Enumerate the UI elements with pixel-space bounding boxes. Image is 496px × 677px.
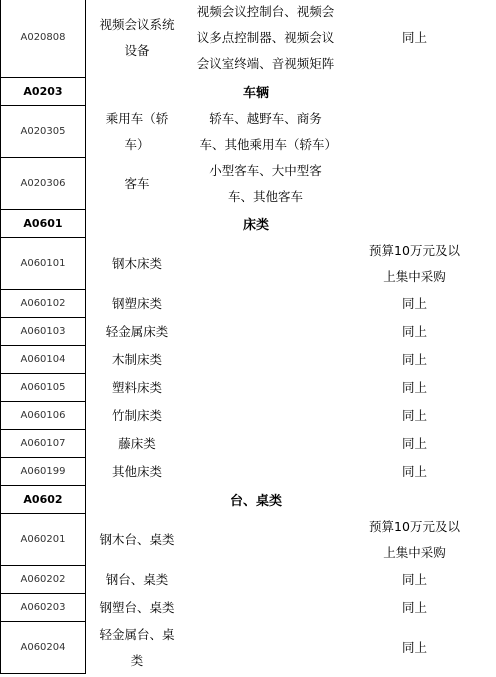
item-name (86, 430, 189, 458)
item-code: A060103 (1, 318, 86, 346)
table-row (1, 106, 487, 158)
item-name (86, 374, 189, 402)
table-row (1, 158, 487, 210)
item-name (86, 290, 189, 318)
item-name-text: 钢台、桌类 (105, 571, 169, 587)
table-row (1, 318, 487, 346)
item-note-text: 同上 (401, 323, 427, 339)
item-note (343, 594, 486, 622)
item-name (86, 458, 189, 486)
item-code: A060102 (1, 290, 86, 318)
item-note-text: 同上 (401, 295, 427, 311)
item-note-text: 同上 (401, 351, 427, 367)
item-note (343, 0, 486, 78)
item-name-text: 塑料床类 (111, 379, 162, 395)
item-code: A0602 (1, 486, 86, 514)
item-name-text: 钢塑床类 (111, 295, 162, 311)
item-name-text: 藤床类 (118, 435, 156, 451)
table-row (1, 346, 487, 374)
item-note (343, 622, 486, 674)
item-note (343, 514, 486, 566)
item-description (188, 106, 343, 158)
item-note (343, 402, 486, 430)
item-description (188, 290, 343, 318)
table-row (1, 458, 487, 486)
item-description (188, 158, 343, 210)
item-code: A020808 (1, 0, 86, 78)
table-row (1, 238, 487, 290)
item-name (86, 158, 189, 210)
item-name (86, 106, 189, 158)
item-note (343, 106, 486, 158)
category-row (1, 210, 487, 238)
item-name (86, 318, 189, 346)
item-note-text: 同上 (401, 463, 427, 479)
item-name (86, 566, 189, 594)
item-code: A060106 (1, 402, 86, 430)
item-name (86, 514, 189, 566)
table-row (1, 0, 487, 78)
table-row (1, 430, 487, 458)
table-row (1, 622, 487, 674)
category-title: 台、桌类 (229, 494, 282, 509)
item-name-text: 其他床类 (111, 463, 162, 479)
item-name-text: 乘用车（轿车） (105, 110, 169, 152)
item-name-text: 轻金属台、桌类 (99, 626, 175, 668)
item-note (343, 346, 486, 374)
item-name (86, 346, 189, 374)
item-note (343, 458, 486, 486)
item-name (86, 238, 189, 290)
item-name-text: 木制床类 (111, 351, 162, 367)
item-note-text: 预算10万元及以上集中采购 (369, 242, 460, 284)
item-name-text: 轻金属床类 (105, 323, 169, 339)
item-note (343, 430, 486, 458)
item-code: A060105 (1, 374, 86, 402)
table-row (1, 290, 487, 318)
item-name-text: 钢塑台、桌类 (99, 599, 175, 615)
item-description (188, 346, 343, 374)
item-note-text: 同上 (401, 29, 427, 45)
item-description-text: 轿车、越野车、商务车、其他乘用车（轿车） (199, 110, 338, 152)
item-note (343, 158, 486, 210)
item-note (343, 374, 486, 402)
item-description (188, 458, 343, 486)
category-title: 床类 (242, 218, 269, 233)
item-code: A060201 (1, 514, 86, 566)
category-row (1, 78, 487, 106)
item-description (188, 514, 343, 566)
item-name-text: 竹制床类 (111, 407, 162, 423)
item-note-text: 同上 (401, 435, 427, 451)
item-name (86, 622, 189, 674)
item-description (188, 0, 343, 78)
item-code: A0203 (1, 78, 86, 106)
item-name (86, 402, 189, 430)
category-row (1, 486, 487, 514)
item-name (86, 0, 189, 78)
table-row (1, 374, 487, 402)
item-code: A0601 (1, 210, 86, 238)
item-code: A060203 (1, 594, 86, 622)
item-note-text: 同上 (401, 379, 427, 395)
item-name (86, 594, 189, 622)
catalog-table-body (1, 0, 487, 674)
table-row (1, 514, 487, 566)
item-description (188, 402, 343, 430)
item-note-text: 同上 (401, 571, 427, 587)
item-note-text: 同上 (401, 639, 427, 655)
item-note (343, 318, 486, 346)
item-note (343, 238, 486, 290)
item-note (343, 290, 486, 318)
item-note-text: 预算10万元及以上集中采购 (369, 518, 460, 560)
item-name-text: 钢木台、桌类 (99, 531, 175, 547)
item-description (188, 318, 343, 346)
item-code: A060204 (1, 622, 86, 674)
item-description (188, 238, 343, 290)
item-note-text: 同上 (401, 599, 427, 615)
item-description (188, 374, 343, 402)
item-code: A060101 (1, 238, 86, 290)
item-code: A020306 (1, 158, 86, 210)
item-code: A060107 (1, 430, 86, 458)
item-description (188, 622, 343, 674)
table-row (1, 566, 487, 594)
item-code: A060199 (1, 458, 86, 486)
category-title: 车辆 (242, 86, 269, 101)
item-name-text: 钢木床类 (111, 255, 162, 271)
item-description (188, 594, 343, 622)
table-row (1, 594, 487, 622)
item-code: A060202 (1, 566, 86, 594)
table-row (1, 402, 487, 430)
item-code: A020305 (1, 106, 86, 158)
item-description (188, 566, 343, 594)
item-description-text: 小型客车、大中型客车、其他客车 (209, 162, 322, 204)
item-description (188, 430, 343, 458)
item-description-text: 视频会议控制台、视频会议多点控制器、视频会议会议室终端、音视频矩阵 (196, 3, 335, 71)
item-name-text: 视频会议系统设备 (99, 16, 175, 58)
item-note (343, 566, 486, 594)
item-name-text: 客车 (124, 175, 150, 191)
item-note-text: 同上 (401, 407, 427, 423)
item-code: A060104 (1, 346, 86, 374)
